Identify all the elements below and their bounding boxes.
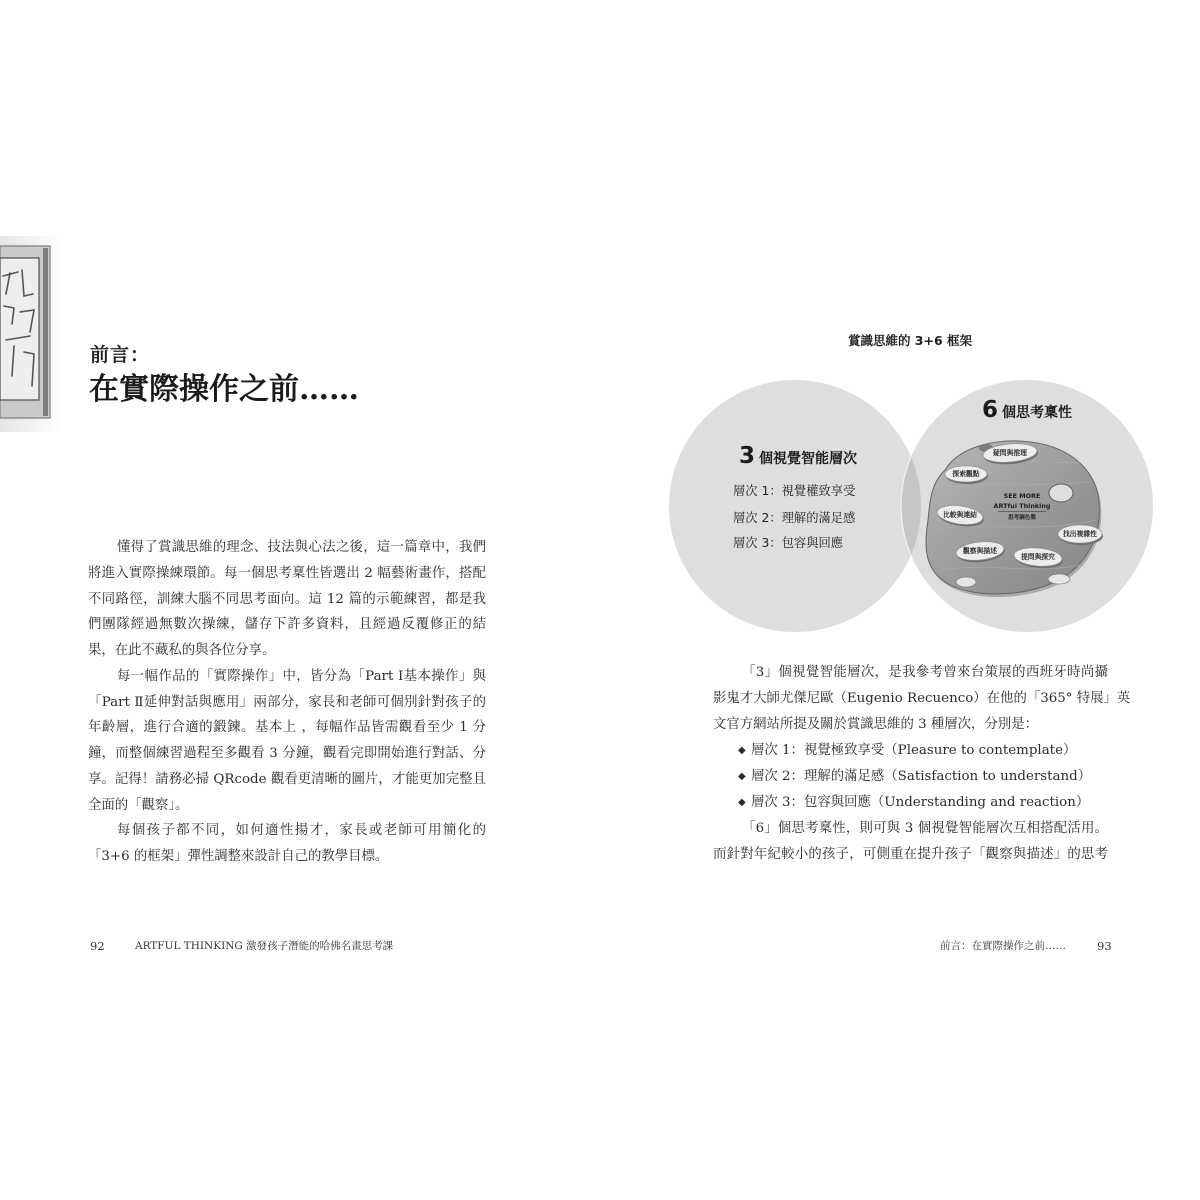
figure-title: 賞識思維的 3+6 框架 <box>847 333 973 348</box>
diamond-bullet-icon: ◆ <box>738 745 746 756</box>
palette-brand-line: 思考調色盤 <box>1008 515 1036 521</box>
text-line: 而針對年紀較小的孩子，可側重在提升孩子「觀察與描述」的思考 <box>713 847 1108 862</box>
left-body-text <box>88 535 486 870</box>
visual-levels-circle <box>669 380 921 632</box>
bullet-item <box>713 790 1108 816</box>
book-title-running-head: ARTFUL THINKING 激發孩子潛能的哈佛名畫思考課 <box>135 940 394 952</box>
right-page-number: 93 <box>1097 939 1112 953</box>
visual-levels-count: 3 <box>739 443 756 469</box>
visual-level-item: 層次 2：理解的滿足感 <box>733 511 856 525</box>
palette-label: 找出複雜性 <box>1063 530 1097 538</box>
bullet-text: 層次 1：視覺極致享受（Pleasure to contemplate） <box>751 743 1077 758</box>
bullet-item <box>713 738 1108 764</box>
visual-level-item: 層次 3：包容與回應 <box>733 536 844 550</box>
text-line: 年齡層，進行合適的鍛鍊。基本上 ，每幅作品皆需觀看至少 1 分 <box>88 720 486 736</box>
palette-bubble <box>945 466 988 484</box>
visual-level-item: 層次 1：視覺權致享受 <box>733 484 856 498</box>
thinking-dispositions-title: 個思考稟性 <box>1002 405 1073 421</box>
text-line: 享。記得！請務必掃 QRcode 觀看更清晰的圖片，才能更加完整且 <box>88 771 486 787</box>
visual-levels-heading <box>739 442 857 473</box>
palette-thumb-hole <box>1049 484 1073 502</box>
artwork-frame-icon <box>0 236 62 432</box>
venn-diagram <box>660 370 1160 640</box>
palette-label: 提問與探究 <box>1021 553 1055 561</box>
text-line: 影鬼才大師尤傑尼歐（Eugenio Recuenco）在他的「365° 特展」英 <box>713 691 1131 706</box>
text-line: 全面的「觀察」。 <box>88 797 189 813</box>
paint-blob <box>956 577 976 587</box>
palette-label: 比較與連結 <box>943 511 977 519</box>
palette-label: 探索觀點 <box>952 470 980 478</box>
text-line: 們團隊經過無數次操練，儲存下許多資料，且經過反覆修正的結 <box>88 617 486 633</box>
chapter-running-head: 前言：在實際操作之前…… <box>940 940 1066 952</box>
thinking-dispositions-count: 6 <box>982 397 999 423</box>
text-line: 「Part Ⅱ延伸對話與應用」兩部分，家長和老師可個別針對孩子的 <box>88 694 486 710</box>
text-line: 「6」個思考稟性，則可與 3 個視覺智能層次互相搭配活用。 <box>742 821 1108 836</box>
palette-label: 觀察與描述 <box>963 547 997 555</box>
chapter-title: 在實際操作之前…… <box>89 372 359 407</box>
margin-artwork-fragment <box>0 236 62 432</box>
text-line: 懂得了賞識思維的理念、技法與心法之後，這一篇章中，我們 <box>117 540 486 555</box>
diamond-bullet-icon: ◆ <box>738 797 746 808</box>
bullet-text: 層次 2：理解的滿足感（Satisfaction to understand） <box>751 769 1092 784</box>
left-page-number: 92 <box>90 939 105 953</box>
text-line: 「3+6 的框架」彈性調整來設計自己的教學目標。 <box>88 849 389 864</box>
bullet-text: 層次 3：包容與回應（Understanding and reaction） <box>751 795 1090 810</box>
visual-levels-title: 個視覺智能層次 <box>759 451 858 467</box>
chapter-label: 前言： <box>90 344 151 366</box>
paint-blob <box>1048 574 1070 584</box>
text-line: 鐘，而整個練習過程至多觀看 3 分鐘，觀看完即開始進行對話、分 <box>88 746 486 761</box>
diamond-bullet-icon: ◆ <box>738 771 746 782</box>
text-line: 不同路徑，訓練大腦不同思考面向。這 12 篇的示範練習，都是我 <box>88 591 486 607</box>
palette-bubble <box>1058 525 1103 545</box>
palette-brand-line: ARTful Thinking <box>993 502 1051 510</box>
text-line: 每個孩子都不同，如何適性揚才，家長或老師可用簡化的 <box>117 823 486 839</box>
thinking-dispositions-heading <box>982 396 1072 427</box>
right-body-text <box>713 660 1131 868</box>
palette-label: 疑問與推理 <box>993 449 1027 457</box>
text-line: 將進入實際操練環節。每一個思考稟性皆選出 2 幅藝術畫作，搭配 <box>88 565 486 581</box>
text-line: 每一幅作品的「實際操作」中，皆分為「Part Ⅰ基本操作」與 <box>117 668 486 684</box>
palette-brand-line: SEE MORE <box>1003 492 1041 500</box>
text-line: 文官方網站所提及關於賞識思維的 3 種層次，分別是： <box>713 717 1039 732</box>
text-line: 果，在此不藏私的與各位分享。 <box>88 643 276 658</box>
text-line: 「3」個視覺智能層次，是我參考曾來台策展的西班牙時尚攝 <box>742 665 1108 680</box>
bullet-item <box>713 764 1108 790</box>
